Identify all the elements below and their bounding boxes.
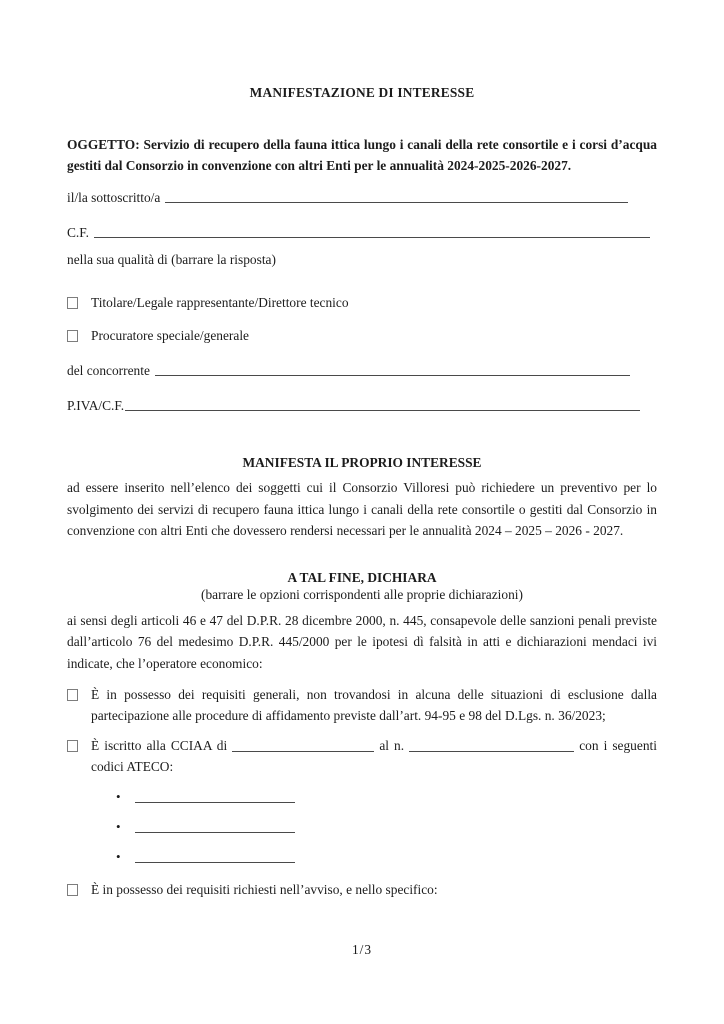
declaration-item-text: È in possesso dei requisiti generali, non trovandosi in alcuna delle situazioni di esclusione dalla partecipazione alle procedure di affidamento previste dall’art. 94-95 e 98 del D.Lgs. n. 36/2023; xyxy=(91,687,657,723)
concorrente-label: del concorrente xyxy=(67,363,150,378)
cciaa-number-blank-line xyxy=(409,739,574,752)
checkbox-icon xyxy=(67,689,78,701)
declaration-item-text: È in possesso dei requisiti richiesti nell’avviso, e nello specifico: xyxy=(91,882,438,897)
sottoscritto-label: il/la sottoscritto/a xyxy=(67,190,161,205)
bullet-icon: • xyxy=(116,819,121,834)
field-row-piva xyxy=(67,397,657,414)
subject-paragraph: OGGETTO: Servizio di recupero della fauna ittica lungo i canali della rete consortile e i corsi d’acqua gestiti dal Consorzio in convenzione con altri Enti per le annualità 2024-2025-2026-2027. xyxy=(67,137,657,173)
declaration-item-text xyxy=(91,735,657,777)
declaration-subheading: (barrare le opzioni corrispondenti alle proprie dichiarazioni) xyxy=(201,586,523,602)
document-title: MANIFESTAZIONE DI INTERESSE xyxy=(249,85,475,100)
cciaa-text-part1: È iscritto alla CCIAA di xyxy=(91,738,228,753)
role-option-procuratore xyxy=(67,327,657,344)
checkbox-icon xyxy=(67,740,78,752)
ateco-bullet-item xyxy=(67,819,657,835)
checkbox-icon xyxy=(67,330,78,342)
ateco-bullet-list xyxy=(67,789,657,865)
role-option-label: Procuratore speciale/generale xyxy=(91,328,249,343)
bullet-icon: • xyxy=(116,789,121,804)
checkbox-icon xyxy=(67,884,78,896)
role-option-label: Titolare/Legale rappresentante/Direttore tecnico xyxy=(91,295,349,310)
field-row-cf xyxy=(67,224,657,241)
field-row-sottoscritto xyxy=(67,189,657,206)
page-number: 1/3 xyxy=(351,942,373,957)
declaration-heading: A TAL FINE, DICHIARA xyxy=(287,569,437,585)
cciaa-text-part3: con i seguenti codici ATECO: xyxy=(91,738,657,774)
ateco-blank-line xyxy=(135,820,295,833)
concorrente-blank-line xyxy=(155,374,630,376)
ateco-bullet-item xyxy=(67,789,657,805)
declaration-item-cciaa xyxy=(67,735,657,777)
sottoscritto-blank-line xyxy=(165,201,628,203)
interest-heading: MANIFESTA IL PROPRIO INTERESSE xyxy=(242,455,482,470)
ateco-bullet-item xyxy=(67,849,657,865)
cf-blank-line xyxy=(94,236,650,238)
cciaa-text-part2: al n. xyxy=(379,738,405,753)
declaration-item-requisiti-avviso xyxy=(67,879,657,900)
cciaa-blank-line xyxy=(232,739,374,752)
field-row-concorrente xyxy=(67,362,657,379)
ateco-blank-line xyxy=(135,850,295,863)
declaration-item-requisiti-generali xyxy=(67,684,657,726)
piva-label: P.IVA/C.F. xyxy=(67,398,125,413)
checkbox-icon xyxy=(67,297,78,309)
role-option-titolare xyxy=(67,294,657,311)
bullet-icon: • xyxy=(116,849,121,864)
cf-label: C.F. xyxy=(67,225,90,240)
declaration-intro: ai sensi degli articoli 46 e 47 del D.P.R. 28 dicembre 2000, n. 445, consapevole delle sanzioni penali previste dall’articolo 76 del medesimo D.P.R. 445/2000 per le ipotesi dì falsità in atti e dichiarazioni mendaci ivi indicate, che l’operatore economico: xyxy=(67,612,657,671)
piva-blank-line xyxy=(125,409,640,411)
interest-paragraph: ad essere inserito nell’elenco dei soggetti cui il Consorzio Villoresi può richiedere un preventivo per lo svolgimento dei servizi di recupero fauna ittica lungo i canali della rete consortile o gestiti dal Consorzio in convenzione con altri Enti che dovessero rendersi necessari per le annualità 2024 – 2025 – 2026 - 2027. xyxy=(67,480,657,538)
qualita-text: nella sua qualità di (barrare la risposta) xyxy=(67,252,276,267)
ateco-blank-line xyxy=(135,790,295,803)
